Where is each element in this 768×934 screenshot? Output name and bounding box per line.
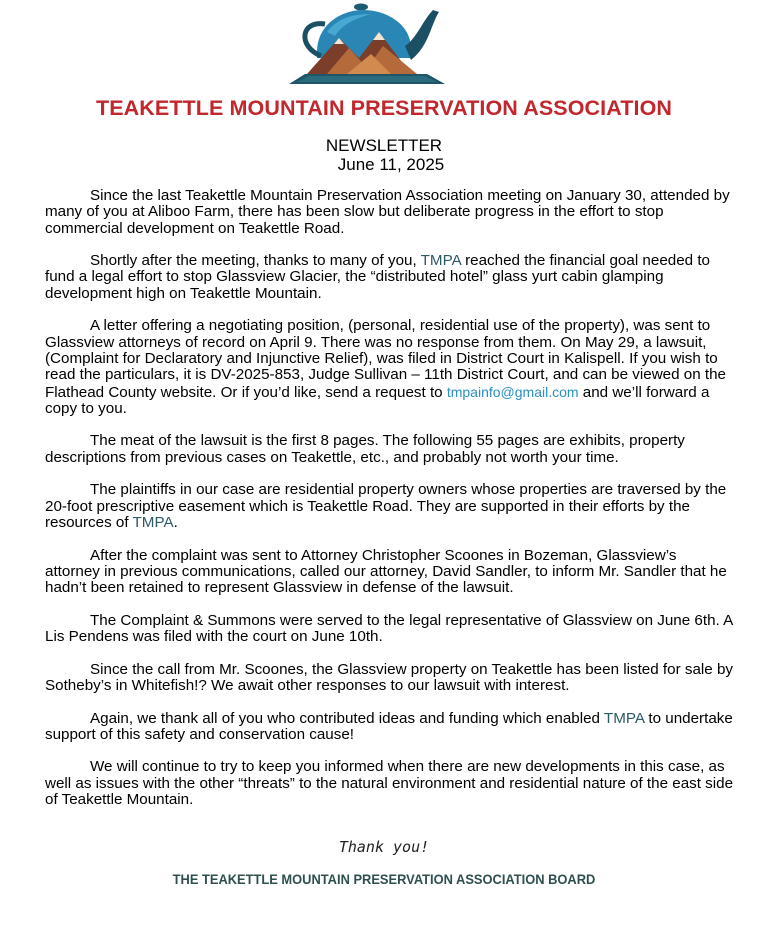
paragraph <box>45 318 735 417</box>
paragraph: The Complaint & Summons were served to the legal representative of Glassview on June 6th. A Lis Pendens was filed with the court on June 10th. <box>45 611 733 646</box>
paragraph: We will continue to try to keep you informed when there are new developments in this case, as well as issues with the other “threats” to the natural environment and residential nature of the east side of Teakettle Mountain. <box>45 758 734 808</box>
paragraph <box>45 711 735 744</box>
paragraph: After the complaint was sent to Attorney Christopher Scoones in Bozeman, Glassview’s attorney in previous communications, called our attorney, David Sandler, to inform Mr. Sandler that he hadn’t been retained to represent Glassview in defense of the lawsuit. <box>45 546 727 597</box>
paragraph-text: A letter offering a negotiating position, (personal, residential use of the property), was sent to Glassview attorneys of record on April 9. There was no response from them. On May 29, a lawsuit, (Complaint for Declaratory and Injunctive Relief), was filed in District Court in Kalispell. If you wish to read the particulars, it is DV-2025-853, Judge Sullivan – 11th District Court, and can be viewed on the Flathead County website. Or if you’d like, send a request to <box>45 317 727 401</box>
newsletter-body <box>45 188 735 825</box>
paragraph-text: Shortly after the meeting, thanks to many of you, <box>90 252 421 270</box>
page-title: TEAKETTLE MOUNTAIN PRESERVATION ASSOCIATION <box>95 96 673 120</box>
paragraph: Since the last Teakettle Mountain Preservation Association meeting on January 30, attended by many of you at Aliboo Farm, there has been slow but deliberate progress in the effort to stop commercial development on Teakettle Road. <box>45 187 730 237</box>
paragraph-text: The plaintiffs in our case are residential property owners whose properties are traversed by the 20-foot prescriptive easement which is Teakettle Road. They are supported in their efforts by the resources of <box>45 481 727 531</box>
board-signature: THE TEAKETTLE MOUNTAIN PRESERVATION ASSOCIATION BOARD <box>172 871 596 887</box>
paragraph-text: and we’ll forward a copy to you. <box>45 383 710 417</box>
paragraph: Since the call from Mr. Scoones, the Glassview property on Teakettle has been listed for sale by Sotheby’s in Whitefish!? We await other responses to our lawsuit with interest. <box>45 660 733 694</box>
paragraph-text: . <box>173 513 178 531</box>
paragraph: The meat of the lawsuit is the first 8 pages. The following 55 pages are exhibits, property descriptions from previous cases on Teakettle, etc., and probably not worth your time. <box>45 432 685 466</box>
paragraph <box>45 482 735 531</box>
thank-you-note: Thank you! <box>338 838 430 856</box>
tmpa-name: TMPA <box>132 513 174 531</box>
paragraph-text: Again, we thank all of you who contributed ideas and funding which enabled <box>90 709 604 727</box>
tmpa-name: TMPA <box>420 252 461 270</box>
tmpa-name: TMPA <box>603 709 645 727</box>
email-link[interactable]: tmpainfo@gmail.com <box>446 383 579 400</box>
paragraph-text: reached the financial goal needed to fund a legal effort to stop Glassview Glacier, the “distributed hotel” glass yurt cabin glamping development high on Teakettle Mountain. <box>45 252 710 302</box>
newsletter-label: NEWSLETTER <box>325 136 443 155</box>
teakettle-mountain-logo-icon <box>287 2 447 86</box>
paragraph-text: to undertake support of this safety and conservation cause! <box>45 709 733 743</box>
paragraph <box>45 253 735 302</box>
newsletter-date: June 11, 2025 <box>337 155 445 174</box>
